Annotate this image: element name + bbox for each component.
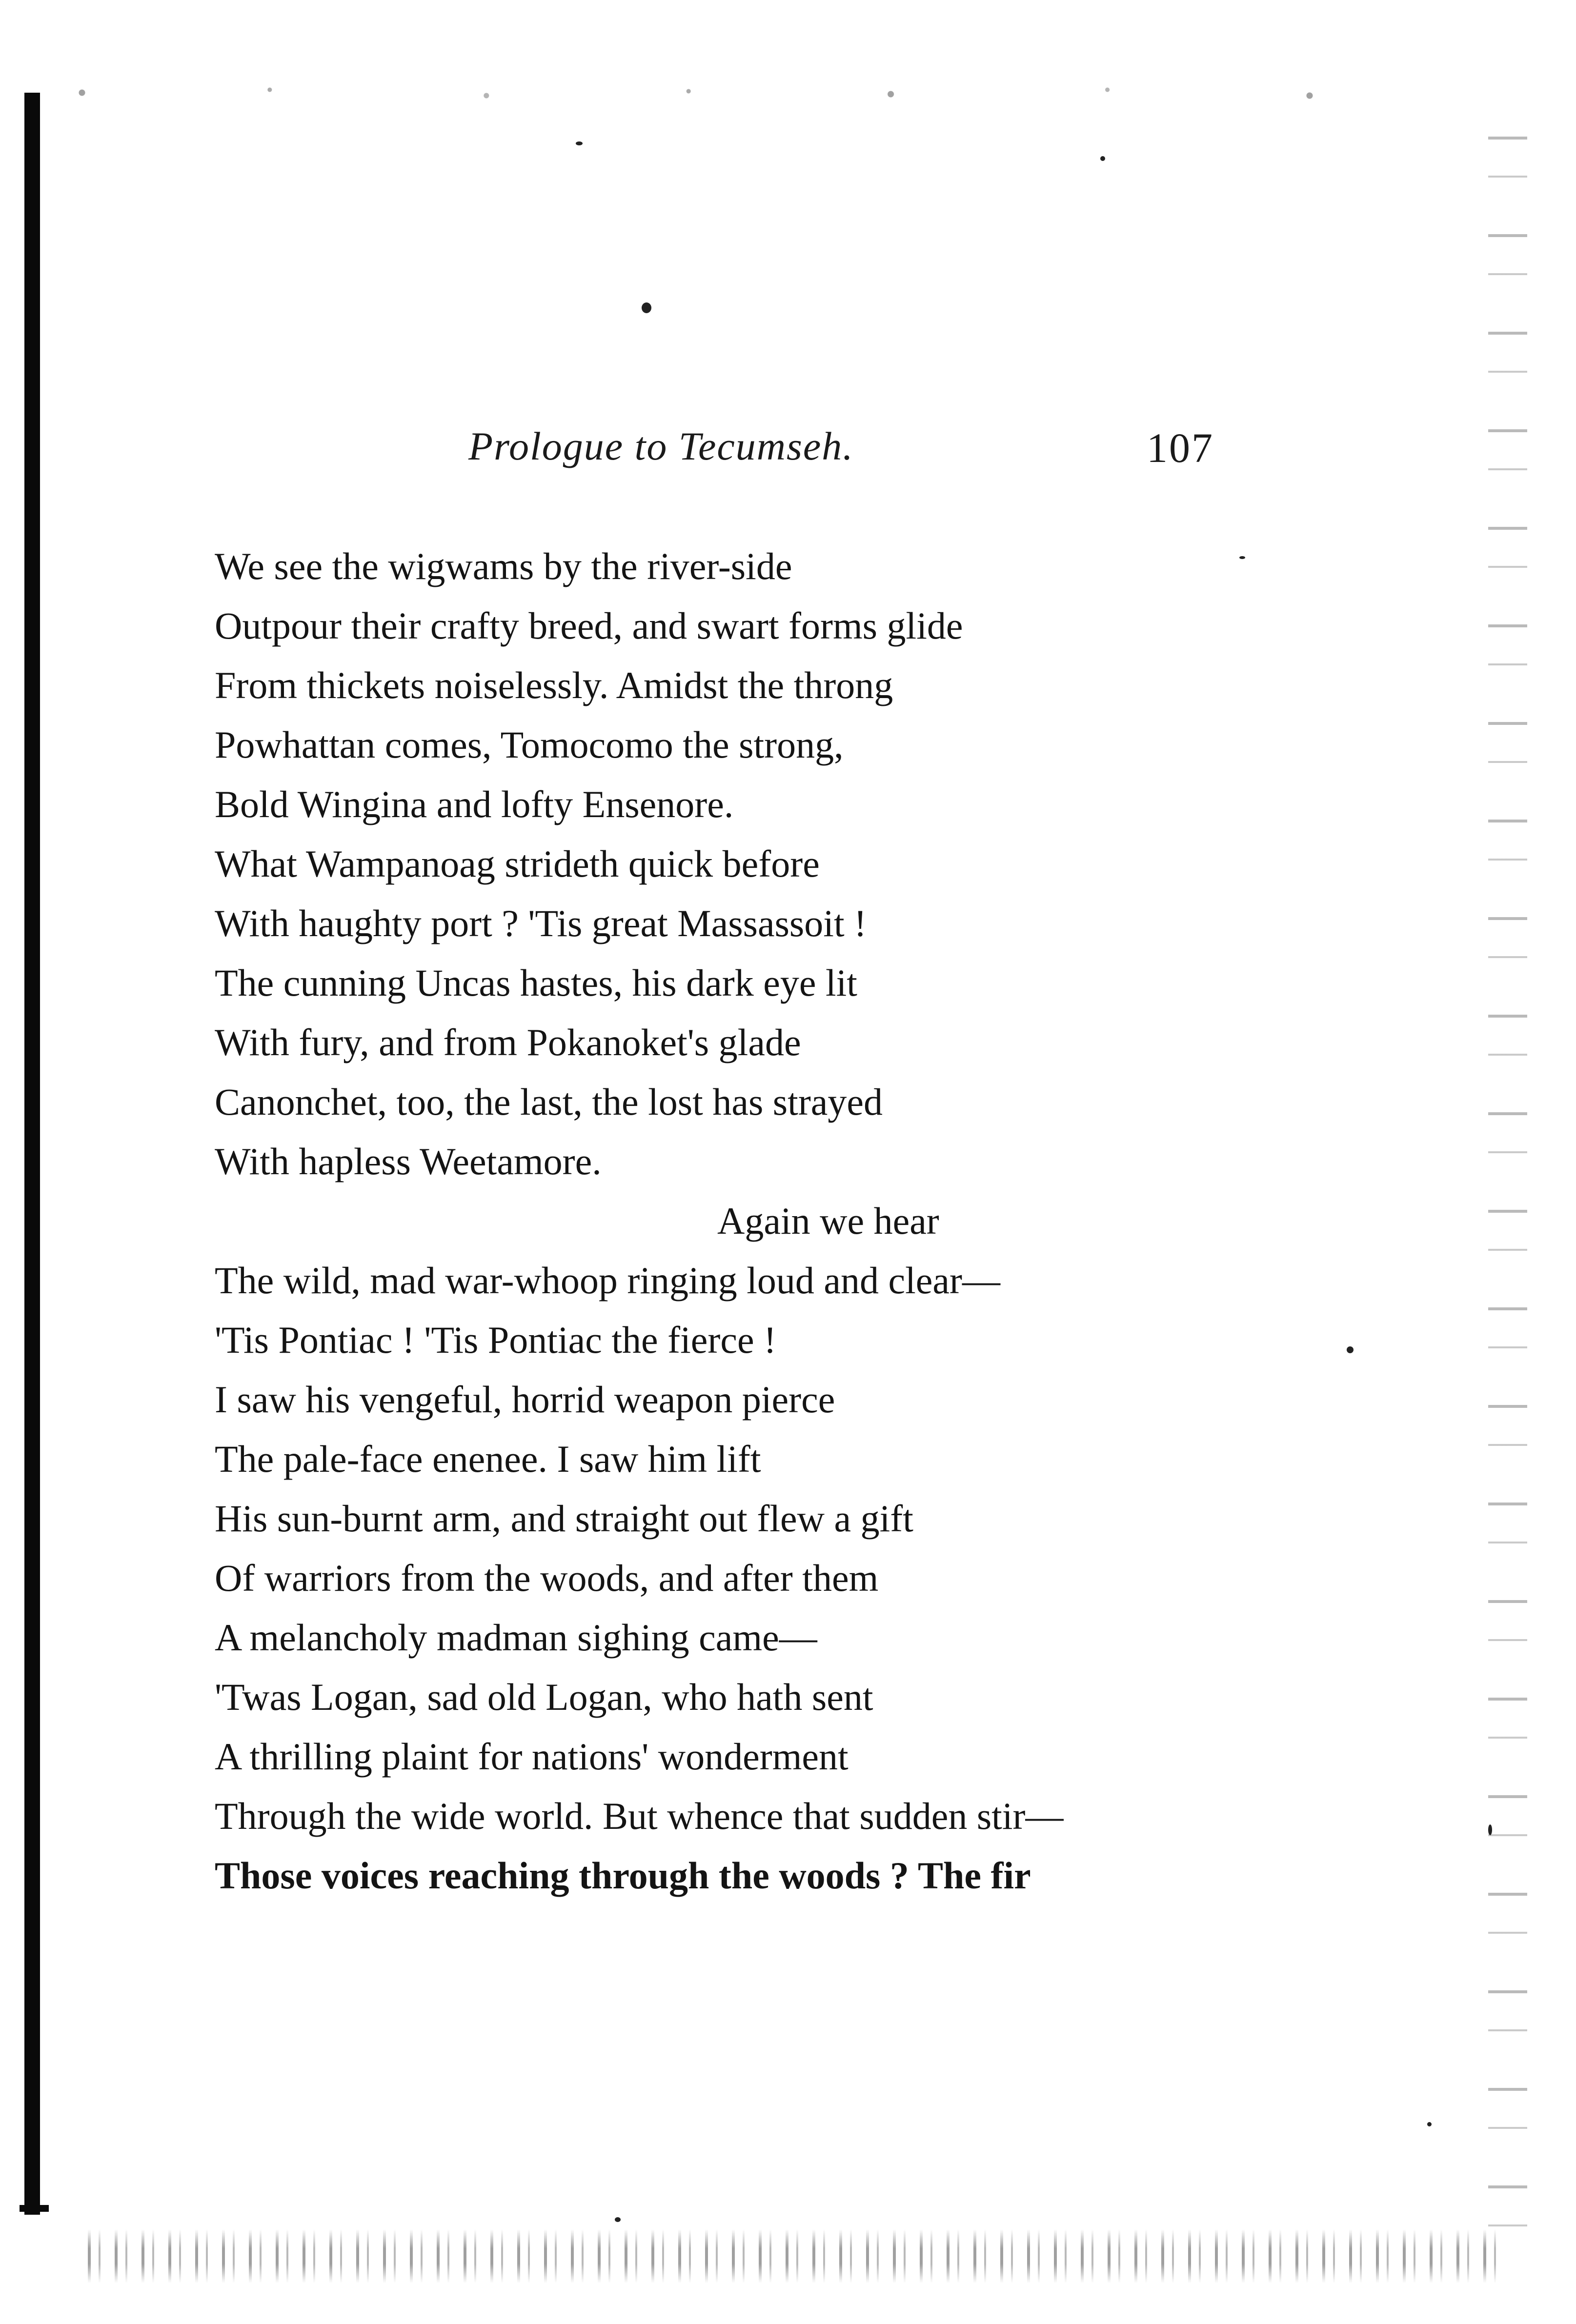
poem-line: The pale-face enenee. I saw him lift	[215, 1438, 761, 1480]
poem-line: What Wampanoag strideth quick before	[215, 842, 820, 885]
poem-line: A thrilling plaint for nations' wonderment	[215, 1735, 849, 1778]
poem-line: Again we hear	[717, 1200, 939, 1242]
poem-line: 'Tis Pontiac ! 'Tis Pontiac the fierce !	[215, 1319, 777, 1361]
scan-speck	[615, 2217, 621, 2222]
page-number: 107	[1147, 424, 1214, 471]
binding-notch	[20, 2205, 49, 2212]
poem-line: With hapless Weetamore.	[215, 1140, 602, 1182]
scan-noise-bottom	[88, 2229, 1503, 2283]
poem-line: With fury, and from Pokanoket's glade	[215, 1021, 801, 1063]
scan-noise-right	[1488, 117, 1527, 2239]
poem-line: Canonchet, too, the last, the lost has strayed	[215, 1081, 883, 1123]
poem-line: From thickets noiselessly. Amidst the throng	[215, 664, 893, 706]
running-title: Prologue to Tecumseh.	[468, 424, 854, 468]
poem-line: I saw his vengeful, horrid weapon pierce	[215, 1378, 835, 1421]
poem-line: Of warriors from the woods, and after them	[215, 1557, 879, 1599]
poem-line: Outpour their crafty breed, and swart forms glide	[215, 604, 963, 647]
poem-line: The wild, mad war-whoop ringing loud and clear—	[215, 1259, 1001, 1302]
scan-speck	[642, 302, 651, 313]
scan-noise-top	[10, 78, 1454, 107]
poem-line: A melancholy madman sighing came—	[215, 1616, 817, 1659]
scan-speck	[1347, 1346, 1354, 1353]
scan-speck	[576, 141, 583, 145]
poem-line: Powhattan comes, Tomocomo the strong,	[215, 723, 844, 766]
poem-line: We see the wigwams by the river-side	[215, 545, 792, 587]
poem-line: Through the wide world. But whence that sudden stir—	[215, 1795, 1064, 1837]
poem-line: The cunning Uncas hastes, his dark eye lit	[215, 962, 857, 1004]
scan-speck	[1488, 1824, 1492, 1835]
poem-line: 'Twas Logan, sad old Logan, who hath sent	[215, 1676, 873, 1718]
scan-speck	[1427, 2122, 1432, 2126]
poem-line: His sun-burnt arm, and straight out flew a gift	[215, 1497, 913, 1540]
binding-edge	[24, 93, 40, 2215]
poem-text	[215, 537, 1288, 1981]
poem-line: Those voices reaching through the woods ? The fir	[215, 1854, 1031, 1897]
poem-line: With haughty port ? 'Tis great Massassoit !	[215, 902, 867, 944]
scan-speck	[1100, 156, 1105, 161]
poem-line: Bold Wingina and lofty Ensenore.	[215, 783, 734, 825]
